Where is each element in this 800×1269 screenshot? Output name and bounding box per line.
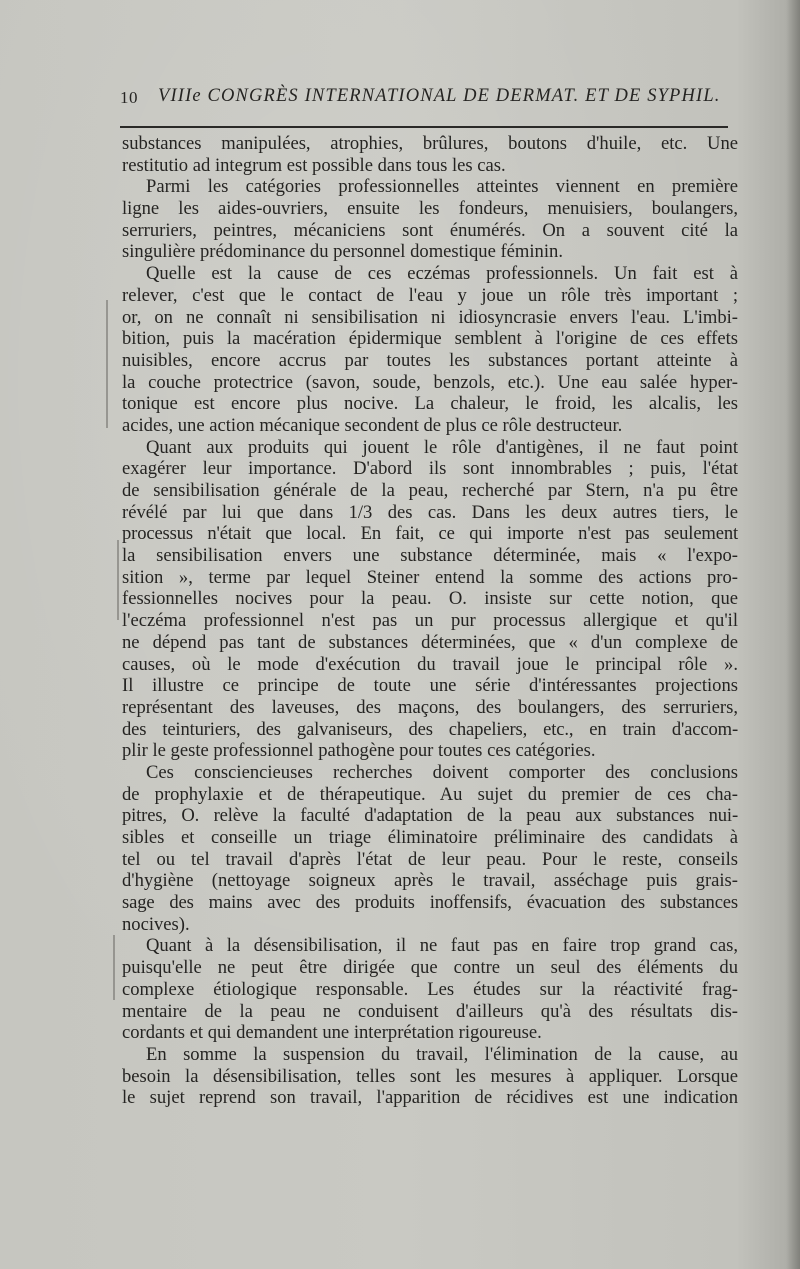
text-line: la couche protectrice (savon, soude, benzols, etc.). Une eau salée hyper-: [122, 371, 738, 393]
text-line: singulière prédominance du personnel domestique féminin.: [122, 241, 563, 263]
body-text: [122, 133, 738, 1109]
text-line: restitutio ad integrum est possible dans tous les cas.: [122, 154, 506, 176]
text-line: complexe étiologique responsable. Les études sur la réactivité frag-: [122, 978, 738, 1000]
text-line: causes, où le mode d'exécution du travail joue le principal rôle ».: [122, 653, 738, 675]
text-line: de prophylaxie et de thérapeutique. Au sujet du premier de ces cha-: [122, 783, 738, 805]
text-line: des teinturiers, des galvaniseurs, des chapeliers, etc., en train d'accom-: [122, 718, 738, 740]
text-line: l'eczéma professionnel n'est pas un pur processus allergique et qu'il: [122, 610, 738, 632]
running-title: VIIIe CONGRÈS INTERNATIONAL DE DERMAT. ET DE SYPHIL.: [158, 86, 721, 106]
text-line: d'hygiène (nettoyage soigneux après le travail, asséchage puis grais-: [122, 870, 738, 892]
text-line: ligne les aides-ouvriers, ensuite les fondeurs, menuisiers, boulangers,: [122, 198, 738, 220]
pencil-margin-mark: [113, 935, 115, 1000]
text-line: or, on ne connaît ni sensibilisation ni idiosyncrasie envers l'eau. L'imbi-: [122, 306, 738, 328]
text-line: bition, puis la macération épidermique semblent à l'origine de ces effets: [122, 328, 738, 350]
text-line: la sensibilisation envers une substance déterminée, mais « l'expo-: [122, 545, 738, 567]
text-line: besoin la désensibilisation, telles sont les mesures à appliquer. Lorsque: [122, 1065, 738, 1087]
text-line: Quelle est la cause de ces eczémas professionnels. Un fait est à: [146, 263, 738, 285]
page-edge-shadow: [786, 0, 800, 1269]
text-line: relever, c'est que le contact de l'eau y joue un rôle très important ;: [122, 284, 738, 306]
text-line: tonique est encore plus nocive. La chaleur, le froid, les alcalis, les: [122, 393, 738, 415]
text-line: nocives).: [122, 913, 190, 935]
text-line: Parmi les catégories professionnelles atteintes viennent en première: [146, 176, 738, 198]
text-line: cordants et qui demandent une interprétation rigoureuse.: [122, 1022, 542, 1044]
text-line: Ces consciencieuses recherches doivent comporter des conclusions: [146, 761, 738, 783]
text-line: processus n'était que local. En fait, ce qui importe n'est pas seulement: [122, 523, 738, 545]
text-line: sition », terme par lequel Steiner entend la somme des actions pro-: [122, 566, 738, 588]
text-line: En somme la suspension du travail, l'élimination de la cause, au: [146, 1043, 738, 1065]
text-line: Quant à la désensibilisation, il ne faut pas en faire trop grand cas,: [146, 935, 738, 957]
text-line: sibles et conseille un triage éliminatoire préliminaire des candidats à: [122, 827, 738, 848]
text-line: le sujet reprend son travail, l'apparition de récidives est une indication: [122, 1087, 738, 1109]
text-line: puisqu'elle ne peut être dirigée que contre un seul des éléments du: [122, 957, 738, 979]
text-line: nuisibles, encore accrus par toutes les substances portant atteinte à: [122, 349, 738, 371]
text-line: ne dépend pas tant de substances déterminées, que « d'un complexe de: [122, 631, 738, 653]
page-number: 10: [120, 88, 138, 107]
text-line: représentant des laveuses, des maçons, des boulangers, des serruriers,: [122, 696, 738, 718]
text-line: fessionnelles nocives pour la peau. O. insiste sur cette notion, que: [122, 588, 738, 610]
text-line: révélé par lui que dans 1/3 des cas. Dans les deux autres tiers, le: [122, 501, 738, 523]
text-line: tel ou tel travail d'après l'état de leur peau. Pour le reste, conseils: [122, 848, 738, 870]
pencil-margin-mark: [106, 300, 108, 428]
text-line: mentaire de la peau ne conduisent d'ailleurs qu'à des résultats dis-: [122, 1000, 738, 1022]
text-line: serruriers, peintres, mécaniciens sont énumérés. On a souvent cité la: [122, 219, 738, 241]
text-line: acides, une action mécanique secondent de plus ce rôle destructeur.: [122, 414, 623, 436]
text-line: plir le geste professionnel pathogène pour toutes ces catégories.: [122, 740, 596, 762]
text-line: substances manipulées, atrophies, brûlures, boutons d'huile, etc. Une: [122, 133, 738, 154]
running-head: [120, 86, 728, 116]
text-line: Quant aux produits qui jouent le rôle d'antigènes, il ne faut point: [146, 436, 738, 458]
text-line: de sensibilisation générale de la peau, recherché par Stern, n'a pu être: [122, 480, 738, 501]
header-rule: [120, 126, 728, 128]
text-line: Il illustre ce principe de toute une série d'intéressantes projections: [122, 675, 738, 697]
text-line: pitres, O. relève la faculté d'adaptation de la peau aux substances nui-: [122, 805, 738, 827]
pencil-margin-mark: [117, 540, 119, 620]
text-line: exagérer leur importance. D'abord ils sont innombrables ; puis, l'état: [122, 458, 738, 480]
text-line: sage des mains avec des produits inoffensifs, évacuation des substances: [122, 892, 738, 914]
